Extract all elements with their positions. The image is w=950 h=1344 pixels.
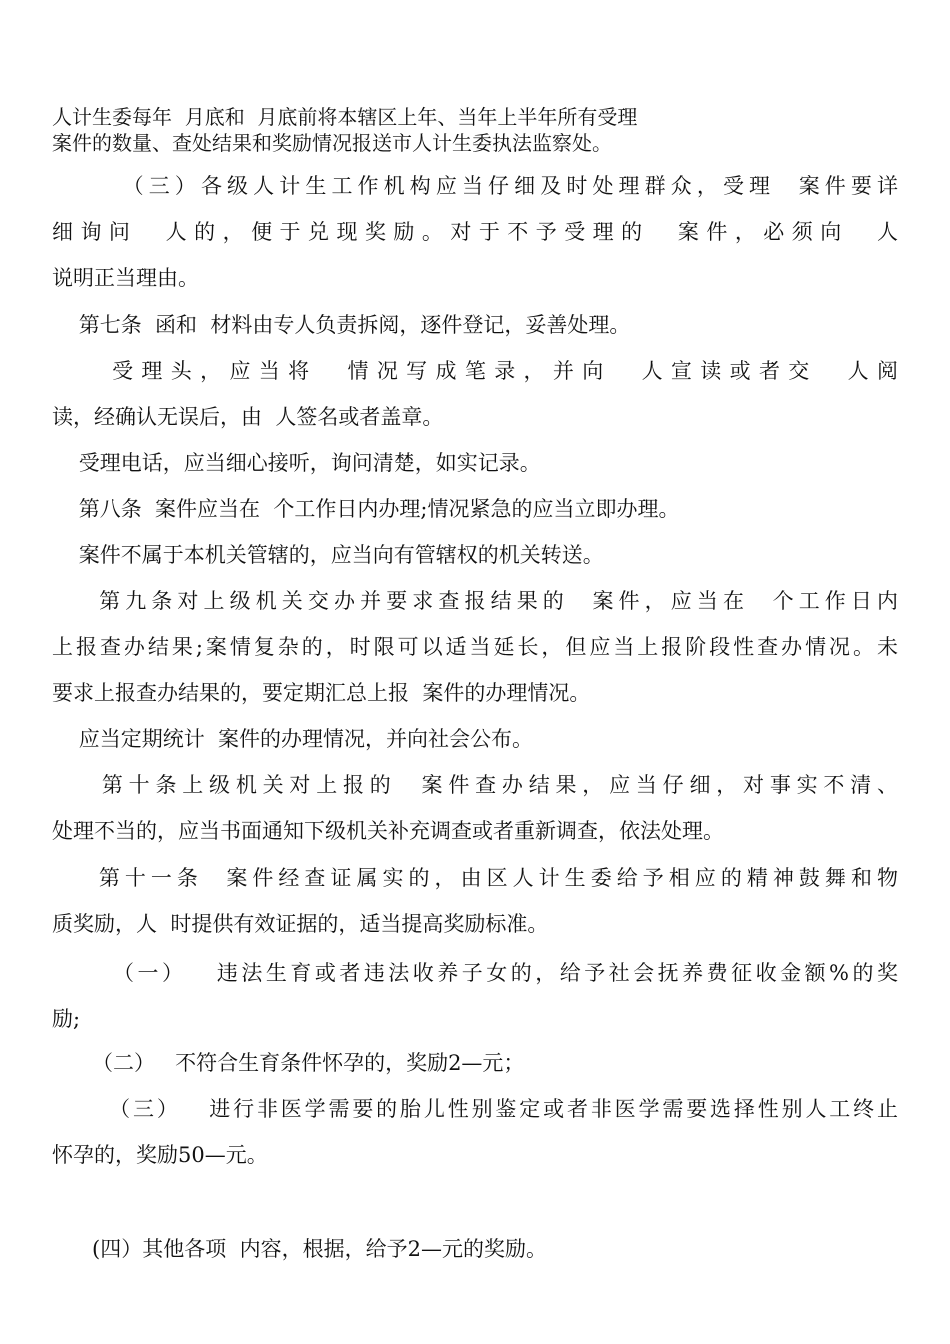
text-line: 第七条 函和 材料由专人负责拆阅，逐件登记，妥善处理。	[52, 313, 631, 337]
paragraph-reward-item-one	[52, 950, 898, 1042]
paragraph-reward-item-two	[52, 1040, 898, 1086]
text-line: （三）各级人计生工作机构应当仔细及时处理群众，受理 案件要详	[52, 174, 898, 198]
text-line: 第八条 案件应当在 个工作日内办理;情况紧急的应当立即办理。	[52, 497, 680, 521]
text-line: 案件不属于本机关管辖的，应当向有管辖权的机关转送。	[52, 543, 604, 567]
paragraph-article-seven	[52, 302, 898, 348]
paragraph-reward-item-four	[52, 1226, 898, 1272]
paragraph-jurisdiction-transfer	[52, 532, 898, 578]
text-line: 第十一条 案件经查证属实的，由区人计生委给予相应的精神鼓舞和物	[52, 866, 898, 890]
text-line: 受理电话，应当细心接听，询问清楚，如实记录。	[52, 451, 541, 475]
text-line: 第十条上级机关对上报的 案件查办结果，应当仔细，对事实不清、	[52, 773, 898, 797]
paragraph-article-eight	[52, 486, 898, 532]
text-line: 质奖励，人 时提供有效证据的，适当提高奖励标准。	[52, 912, 549, 936]
text-line: 要求上报查办结果的，要定期汇总上报 案件的办理情况。	[52, 681, 591, 705]
text-line: （一） 违法生育或者违法收养子女的，给予社会抚养费征收金额%的奖	[52, 961, 898, 985]
paragraph-phone-reception	[52, 440, 898, 486]
text-line: 怀孕的，奖励50—元。	[52, 1143, 268, 1167]
text-line: 上报查办结果;案情复杂的，时限可以适当延长，但应当上报阶段性查办情况。未	[52, 635, 898, 659]
text-line: 说明正当理由。	[52, 266, 199, 290]
paragraph-report-schedule	[52, 104, 898, 156]
text-line: (四）其他各项 内容，根据，给予2—元的奖励。	[52, 1237, 547, 1261]
text-line: 应当定期统计 案件的办理情况，并向社会公布。	[52, 727, 534, 751]
text-line: 人计生委每年 月底和 月底前将本辖区上年、当年上半年所有受理	[52, 105, 638, 129]
paragraph-reward-item-three	[52, 1086, 898, 1178]
text-line: 第九条对上级机关交办并要求查报结果的 案件，应当在 个工作日内	[52, 589, 899, 613]
paragraph-public-statistics	[52, 716, 898, 762]
paragraph-article-ten	[52, 762, 898, 854]
text-line: （三） 进行非医学需要的胎儿性别鉴定或者非医学需要选择性别人工终止	[52, 1097, 898, 1121]
paragraph-article-nine	[52, 578, 898, 716]
text-line: 处理不当的，应当书面通知下级机关补充调查或者重新调查，依法处理。	[52, 819, 724, 843]
text-line: 案件的数量、查处结果和奖励情况报送市人计生委执法监察处。	[52, 131, 612, 155]
text-line: 细询问 人的，便于兑现奖励。对于不予受理的 案件，必须向 人	[52, 220, 898, 244]
text-line: （二） 不符合生育条件怀孕的，奖励2—元；	[52, 1051, 525, 1075]
text-line: 读，经确认无误后，由 人签名或者盖章。	[52, 405, 444, 429]
text-line: 励;	[52, 1007, 81, 1031]
paragraph-reception-record	[52, 348, 898, 440]
paragraph-item-three-handling	[52, 163, 898, 301]
paragraph-article-eleven	[52, 855, 898, 947]
text-line: 受理头，应当将 情况写成笔录，并向 人宣读或者交 人阅	[52, 359, 899, 383]
